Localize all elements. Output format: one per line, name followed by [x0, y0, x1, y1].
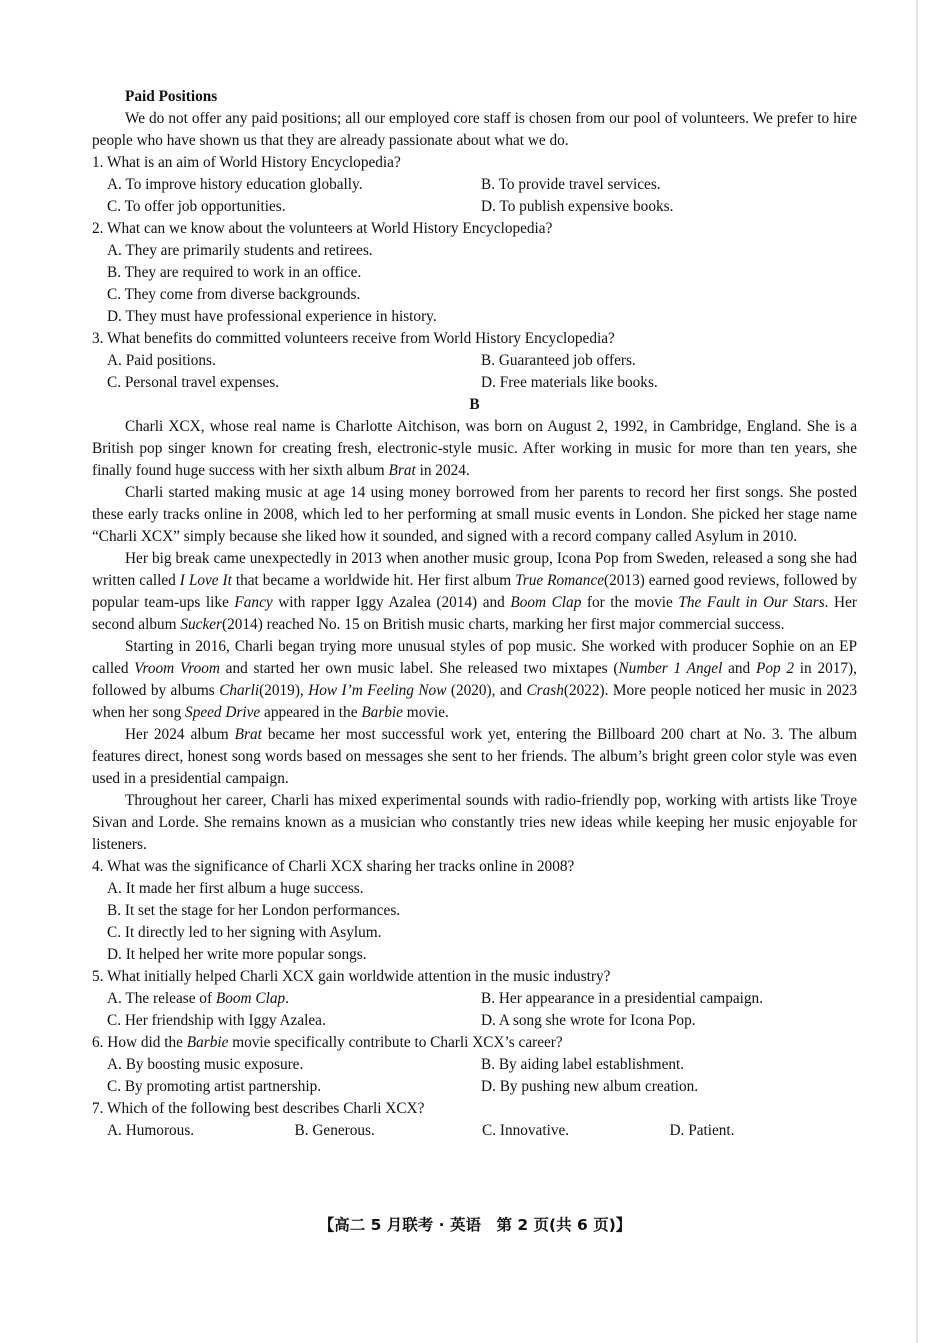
option-d: D. By pushing new album creation.	[481, 1078, 699, 1095]
question-stem: 2. What can we know about the volunteers at World History Encyclopedia?	[92, 220, 553, 237]
question-5	[92, 966, 857, 1032]
option-d: D. To publish expensive books.	[481, 198, 674, 215]
passage-paragraph-5: Her 2024 album Brat became her most successful work yet, entering the Billboard 200 chart at No. 3. The album features direct, honest song words based on messages she sent to her friends. The album’s bright green color style was even used in a presidential campaign.	[92, 726, 857, 787]
question-1	[92, 152, 857, 218]
option-a: A. Humorous.	[107, 1122, 195, 1139]
option-d: D. It helped her write more popular songs.	[107, 946, 367, 963]
option-a: A. Paid positions.	[107, 352, 216, 369]
question-stem: 7. Which of the following best describes Charli XCX?	[92, 1100, 425, 1117]
option-b: B. It set the stage for her London performances.	[107, 902, 401, 919]
passage-paragraph-6: Throughout her career, Charli has mixed experimental sounds with radio-friendly pop, working with artists like Troye Sivan and Lorde. She remains known as a musician who constantly tries new ideas while keeping her music enjoyable for listeners.	[92, 792, 857, 853]
question-6	[92, 1032, 857, 1098]
option-c: C. Her friendship with Iggy Azalea.	[107, 1012, 326, 1029]
question-stem: 6. How did the Barbie movie specifically contribute to Charli XCX’s career?	[92, 1034, 563, 1051]
option-c: C. They come from diverse backgrounds.	[107, 286, 361, 303]
option-a: A. It made her first album a huge success.	[107, 880, 364, 897]
option-b: B. To provide travel services.	[481, 176, 661, 193]
option-b: B. Generous.	[294, 1122, 375, 1139]
question-7	[92, 1098, 857, 1142]
option-b: B. By aiding label establishment.	[481, 1056, 685, 1073]
passage-paragraph-4: Starting in 2016, Charli began trying more unusual styles of pop music. She worked with producer Sophie on an EP called Vroom Vroom and started her own music label. She released two mixtapes (Number 1 Angel and Pop 2 in 2017), followed by albums Charli(2019), How I’m Feeling Now (2020), and Crash(2022). More people noticed her music in 2023 when her song Speed Drive appeared in the Barbie movie.	[92, 638, 858, 721]
question-3	[92, 328, 857, 394]
option-b: B. They are required to work in an office.	[107, 264, 362, 281]
passage-paragraph-1: Charli XCX, whose real name is Charlotte Aitchison, was born on August 2, 1992, in Cambridge, England. She is a British pop singer known for creating fresh, electronic-style music. After working in music for more than ten years, she finally found huge success with her sixth album Brat in 2024.	[92, 418, 857, 479]
option-c: C. Personal travel expenses.	[107, 374, 280, 391]
passage-paragraph-3: Her big break came unexpectedly in 2013 when another music group, Icona Pop from Sweden, released a song she had written called I Love It that became a worldwide hit. Her first album True Romance(2013) earned good reviews, followed by popular team-ups like Fancy with rapper Iggy Azalea (2014) and Boom Clap for the movie The Fault in Our Stars. Her second album Sucker(2014) reached No. 15 on British music charts, marking her first major commercial success.	[92, 550, 858, 633]
option-c: C. To offer job opportunities.	[107, 198, 286, 215]
option-b: B. Her appearance in a presidential campaign.	[481, 990, 764, 1007]
option-a: A. The release of Boom Clap.	[107, 990, 289, 1007]
question-2	[92, 218, 857, 328]
question-stem: 1. What is an aim of World History Encyclopedia?	[92, 154, 401, 171]
option-c: C. It directly led to her signing with Asylum.	[107, 924, 382, 941]
paid-positions-heading: Paid Positions	[125, 88, 218, 105]
option-c: C. By promoting artist partnership.	[107, 1078, 322, 1095]
page-edge-shadow	[916, 0, 918, 1343]
option-a: A. By boosting music exposure.	[107, 1056, 304, 1073]
question-stem: 5. What initially helped Charli XCX gain worldwide attention in the music industry?	[92, 968, 611, 985]
option-d: D. Patient.	[669, 1122, 735, 1139]
paid-positions-text: We do not offer any paid positions; all our employed core staff is chosen from our pool of volunteers. We prefer to hire people who have shown us that they are already passionate about what we do.	[92, 110, 857, 149]
section-b-heading: B	[469, 396, 480, 413]
option-b: B. Guaranteed job offers.	[481, 352, 636, 369]
exam-page	[92, 86, 857, 1142]
option-d: D. Free materials like books.	[481, 374, 658, 391]
option-a: A. They are primarily students and retirees.	[107, 242, 373, 259]
question-4	[92, 856, 857, 966]
page-footer: 【高二 5 月联考 · 英语 第 2 页(共 6 页)】	[318, 1216, 632, 1234]
question-stem: 3. What benefits do committed volunteers receive from World History Encyclopedia?	[92, 330, 615, 347]
option-d: D. A song she wrote for Icona Pop.	[481, 1012, 696, 1029]
passage-paragraph-2: Charli started making music at age 14 using money borrowed from her parents to record her first songs. She posted these early tracks online in 2008, which led to her performing at small music events in London. She picked her stage name “Charli XCX” simply because she liked how it sounded, and signed with a record company called Asylum in 2010.	[92, 484, 857, 545]
question-stem: 4. What was the significance of Charli XCX sharing her tracks online in 2008?	[92, 858, 575, 875]
option-a: A. To improve history education globally.	[107, 176, 363, 193]
option-c: C. Innovative.	[482, 1122, 570, 1139]
option-d: D. They must have professional experience in history.	[107, 308, 437, 325]
